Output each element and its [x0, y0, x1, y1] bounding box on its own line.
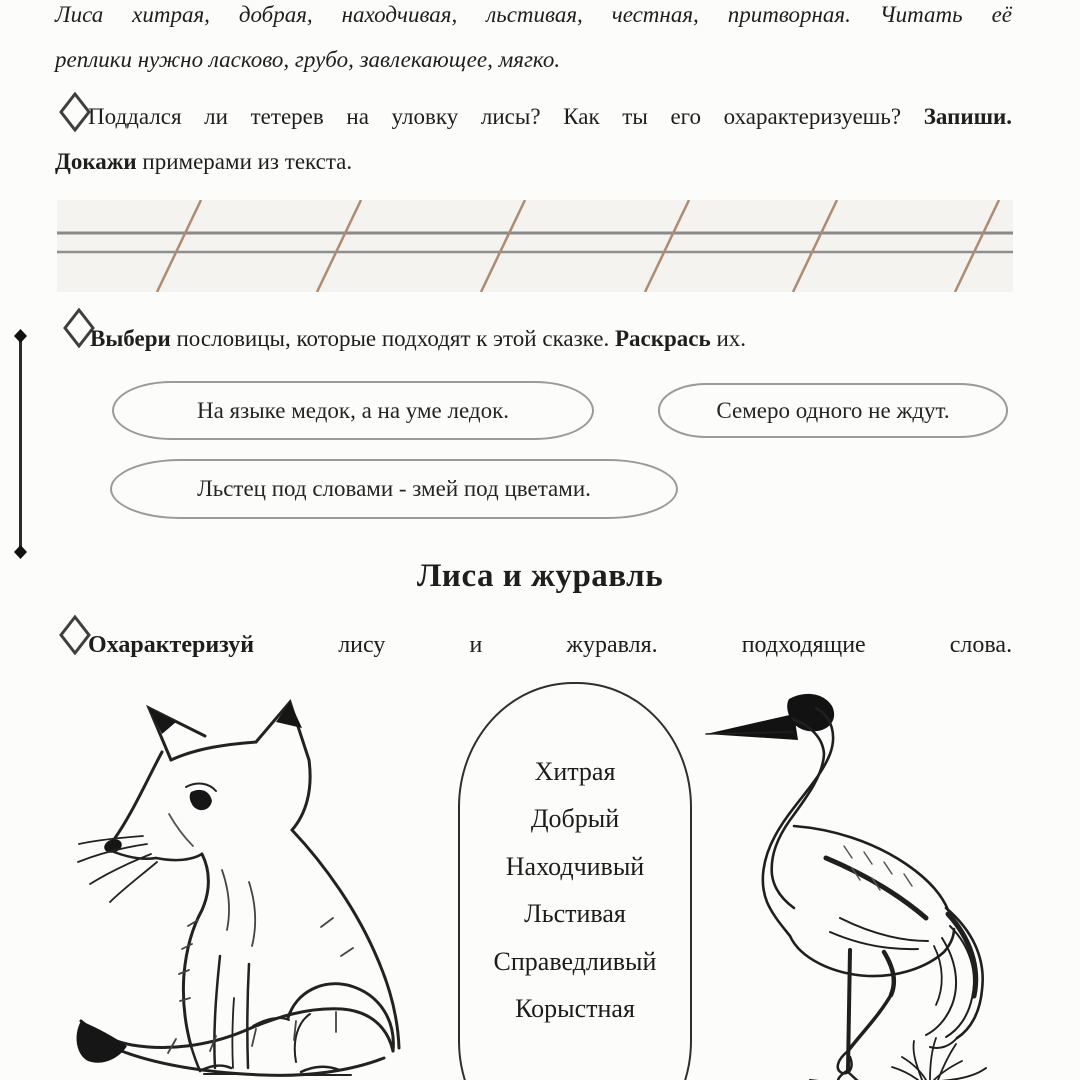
- section-title: Лиса и журавль: [416, 558, 664, 594]
- teterev-question-line: [88, 103, 1012, 130]
- word-list-item[interactable]: Корыстная: [515, 993, 635, 1023]
- proverb-oval-2[interactable]: Семеро одного не ждут.: [658, 383, 1008, 438]
- color-label: Раскрась: [615, 326, 711, 351]
- teterev-write-down-label: Запиши.: [923, 104, 1013, 129]
- characterize-word-3: журавля.: [566, 632, 658, 658]
- teterev-prove-line: [55, 148, 1012, 175]
- characterize-task-line: [88, 632, 1012, 659]
- characterize-word-2: и: [469, 632, 483, 658]
- intro-line-2: реплики нужно ласково, грубо, завлекающее, мягко.: [55, 47, 561, 72]
- handwriting-guides: [57, 200, 1013, 292]
- proverbs-task-line: [90, 325, 1012, 352]
- handwriting-lines-area[interactable]: [57, 200, 1013, 292]
- intro-line-1: Лиса хитрая, добрая, находчивая, льстивая, честная, притворная. Читать её: [55, 2, 1012, 27]
- word-list-frame: [458, 682, 692, 1080]
- characterize-word-5: слова.: [949, 632, 1013, 658]
- characterize-word-4: подходящие: [741, 632, 866, 658]
- fox-illustration: [50, 694, 438, 1080]
- margin-bracket-line: [19, 336, 22, 552]
- choose-label: Выбери: [90, 326, 171, 351]
- word-list-item[interactable]: Находчивый: [505, 851, 645, 881]
- bracket-bottom-diamond-icon: [14, 545, 27, 559]
- word-list-item[interactable]: Хитрая: [534, 757, 616, 786]
- word-list-item[interactable]: Добрый: [530, 804, 620, 834]
- fox-line-drawing: [50, 694, 438, 1080]
- characterize-word-1: лису: [338, 632, 386, 658]
- diamond-bullet-icon: [58, 92, 92, 132]
- proverbs-task-tail: их.: [716, 326, 746, 351]
- word-list: [460, 748, 690, 1032]
- crane-line-drawing: [692, 686, 1016, 1080]
- proverbs-task-text: пословицы, которые подходят к этой сказке.: [176, 326, 610, 351]
- word-list-item[interactable]: Справедливый: [493, 946, 657, 976]
- proverb-oval-3[interactable]: Льстец под словами - змей под цветами.: [110, 459, 678, 519]
- proverb-oval-1[interactable]: На языке медок, а на уме ледок.: [112, 381, 594, 440]
- characterize-label: Охарактеризуй: [88, 632, 255, 658]
- word-list-item[interactable]: Льстивая: [524, 899, 626, 929]
- teterev-question-text: Поддался ли тетерев на уловку лисы? Как ты его охарактеризуешь?: [88, 104, 902, 129]
- prove-rest-text: примерами из текста.: [142, 149, 353, 174]
- crane-illustration: [692, 686, 1016, 1080]
- prove-label: Докажи: [55, 149, 137, 174]
- diamond-bullet-icon: [58, 615, 92, 655]
- bracket-top-diamond-icon: [14, 329, 27, 343]
